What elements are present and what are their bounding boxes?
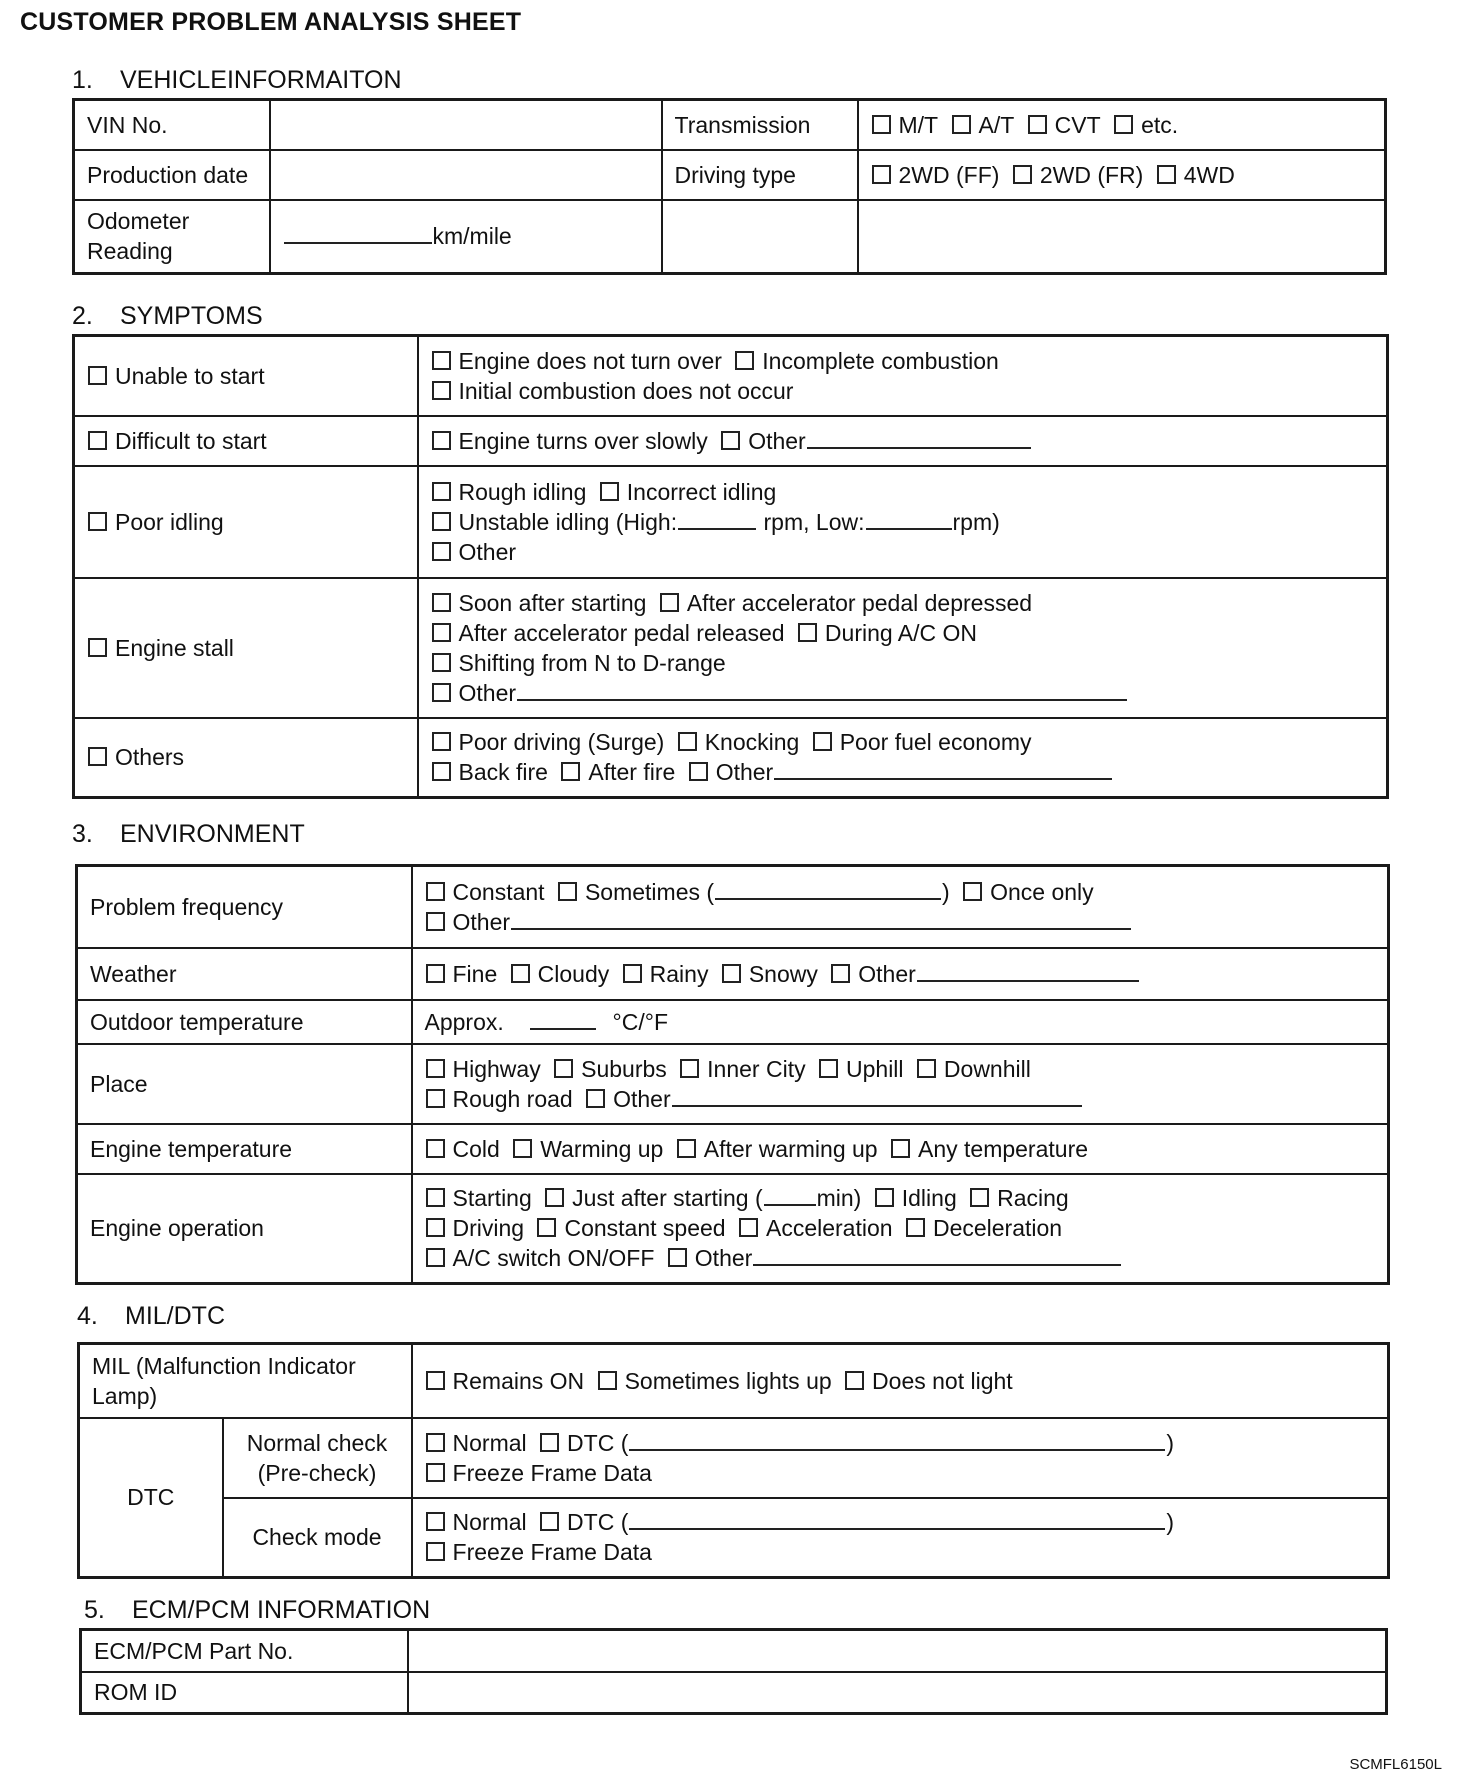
checkbox[interactable] xyxy=(426,1463,445,1482)
checkbox[interactable] xyxy=(722,964,741,983)
option-label: Driving xyxy=(452,1215,525,1242)
symptom-label: Poor idling xyxy=(115,508,224,535)
other-blank[interactable] xyxy=(774,758,1112,780)
option-label: Rainy xyxy=(649,960,709,987)
section-label: SYMPTOMS xyxy=(120,302,263,330)
sometimes-blank[interactable] xyxy=(715,878,941,900)
option-label: A/C switch ON/OFF xyxy=(452,1245,655,1272)
symptom-label: Others xyxy=(115,744,185,771)
checkbox[interactable] xyxy=(721,431,740,450)
normal-check-label xyxy=(223,1418,412,1498)
symptom-label: Engine stall xyxy=(115,634,234,661)
other-blank[interactable] xyxy=(511,908,1131,930)
option-label: Uphill xyxy=(846,1055,904,1082)
symptom-others xyxy=(74,718,418,798)
symptom-details xyxy=(418,578,1388,718)
option-label: DTC ( xyxy=(567,1429,629,1456)
section-heading-ecm-pcm xyxy=(84,1596,430,1625)
checkbox[interactable] xyxy=(963,882,982,901)
vin-field[interactable] xyxy=(270,100,662,150)
symptom-difficult-to-start xyxy=(74,416,418,466)
checkbox[interactable] xyxy=(426,1371,445,1390)
symptom-details xyxy=(418,466,1388,578)
option-label: During A/C ON xyxy=(824,619,978,646)
vin-label: VIN No. xyxy=(74,100,270,150)
other-blank[interactable] xyxy=(807,427,1031,449)
weather-label: Weather xyxy=(77,948,412,1000)
checkbox[interactable] xyxy=(426,912,445,931)
checkbox[interactable] xyxy=(426,1059,445,1078)
checkbox[interactable] xyxy=(537,1218,556,1237)
approx-label: Approx. xyxy=(424,1008,504,1035)
symptoms-table xyxy=(72,334,1389,799)
empty-cell xyxy=(858,200,1386,274)
checkbox[interactable] xyxy=(432,593,451,612)
rpm-high-blank[interactable] xyxy=(678,508,756,530)
checkbox[interactable] xyxy=(426,882,445,901)
checkbox[interactable] xyxy=(513,1139,532,1158)
checkbox[interactable] xyxy=(970,1188,989,1207)
temperature-unit: °C/°F xyxy=(612,1008,668,1035)
checkbox-etc[interactable] xyxy=(1114,115,1133,134)
checkbox-others[interactable] xyxy=(88,747,107,766)
checkbox[interactable] xyxy=(680,1059,699,1078)
option-label: After fire xyxy=(588,759,676,786)
option-label: Freeze Frame Data xyxy=(452,1539,652,1566)
normal-check-line-2: (Pre-check) xyxy=(257,1459,377,1486)
option-label: Rough idling xyxy=(458,478,587,505)
checkbox[interactable] xyxy=(432,762,451,781)
checkbox[interactable] xyxy=(798,623,817,642)
dtc-blank[interactable] xyxy=(629,1508,1165,1530)
mil-label-line-2: Lamp) xyxy=(92,1382,158,1409)
checkbox[interactable] xyxy=(432,512,451,531)
option-label: DTC ( xyxy=(567,1509,629,1536)
option-label: Incorrect idling xyxy=(626,478,777,505)
section-label: MIL/DTC xyxy=(125,1302,225,1330)
option-label: M/T xyxy=(898,111,939,138)
option-label: Idling xyxy=(901,1185,957,1212)
checkbox-difficult-to-start[interactable] xyxy=(88,431,107,450)
other-blank[interactable] xyxy=(753,1244,1121,1266)
vehicle-information-table xyxy=(72,98,1387,275)
mil-label-line-1: MIL (Malfunction Indicator xyxy=(92,1352,356,1379)
production-date-label: Production date xyxy=(74,150,270,200)
checkbox[interactable] xyxy=(623,964,642,983)
option-label: Back fire xyxy=(458,759,548,786)
engine-temperature-label: Engine temperature xyxy=(77,1124,412,1174)
ecm-part-no-label: ECM/PCM Part No. xyxy=(81,1630,408,1672)
place-label: Place xyxy=(77,1044,412,1124)
option-label: Any temperature xyxy=(917,1135,1089,1162)
option-label: A/T xyxy=(978,111,1015,138)
environment-table xyxy=(75,864,1390,1285)
checkbox[interactable] xyxy=(735,351,754,370)
odometer-unit: km/mile xyxy=(432,223,512,250)
dtc-label: DTC xyxy=(79,1418,223,1578)
option-label: 2WD (FF) xyxy=(898,161,1000,188)
checkbox[interactable] xyxy=(426,1512,445,1531)
option-label: Engine turns over slowly xyxy=(458,427,708,454)
rpm-low-blank[interactable] xyxy=(866,508,952,530)
check-mode-label: Check mode xyxy=(223,1498,412,1578)
checkbox[interactable] xyxy=(554,1059,573,1078)
option-label: Other xyxy=(715,759,774,786)
symptom-poor-idling xyxy=(74,466,418,578)
checkbox[interactable] xyxy=(586,1089,605,1108)
other-blank[interactable] xyxy=(517,679,1127,701)
normal-check-options xyxy=(412,1418,1389,1498)
option-label: Does not light xyxy=(872,1367,1013,1394)
outdoor-temperature-label: Outdoor temperature xyxy=(77,1000,412,1044)
option-label: Suburbs xyxy=(581,1055,667,1082)
section-number: 2. xyxy=(72,302,93,330)
option-label: Just after starting ( xyxy=(572,1185,763,1212)
checkbox[interactable] xyxy=(545,1188,564,1207)
checkbox[interactable] xyxy=(600,482,619,501)
checkbox[interactable] xyxy=(558,882,577,901)
option-label: Acceleration xyxy=(765,1215,893,1242)
empty-cell xyxy=(662,200,858,274)
option-label: Other xyxy=(694,1245,753,1272)
symptom-label: Unable to start xyxy=(115,362,265,389)
option-label: Soon after starting xyxy=(458,589,647,616)
odometer-line-1: Odometer xyxy=(87,208,190,235)
option-label: Deceleration xyxy=(932,1215,1063,1242)
symptom-engine-stall xyxy=(74,578,418,718)
checkbox[interactable] xyxy=(813,732,832,751)
symptom-details xyxy=(418,336,1388,416)
option-label: ) xyxy=(1166,1429,1175,1456)
checkbox[interactable] xyxy=(432,381,451,400)
section-label: ENVIRONMENT xyxy=(120,820,305,848)
option-label: Freeze Frame Data xyxy=(452,1459,652,1486)
option-label: Normal xyxy=(452,1509,527,1536)
outdoor-temperature-value xyxy=(412,1000,1389,1044)
checkbox[interactable] xyxy=(426,1139,445,1158)
checkbox[interactable] xyxy=(831,964,850,983)
option-label: Initial combustion does not occur xyxy=(458,377,794,404)
checkbox-cvt[interactable] xyxy=(1028,115,1047,134)
checkbox-poor-idling[interactable] xyxy=(88,512,107,531)
option-label: Inner City xyxy=(707,1055,806,1082)
option-label: Sometimes ( xyxy=(584,878,715,905)
odometer-line-2: Reading xyxy=(87,238,173,265)
checkbox[interactable] xyxy=(668,1248,687,1267)
checkbox[interactable] xyxy=(875,1188,894,1207)
figure-code: SCMFL6150L xyxy=(1349,1756,1442,1773)
odometer-field[interactable] xyxy=(270,200,662,274)
checkbox[interactable] xyxy=(678,732,697,751)
checkbox[interactable] xyxy=(891,1139,910,1158)
section-number: 3. xyxy=(72,820,93,848)
mil-label xyxy=(79,1344,412,1418)
symptom-details xyxy=(418,718,1388,798)
checkbox[interactable] xyxy=(426,1218,445,1237)
checkbox[interactable] xyxy=(432,351,451,370)
option-label: 4WD xyxy=(1183,161,1235,188)
checkbox[interactable] xyxy=(426,964,445,983)
option-label: Other xyxy=(458,538,517,565)
option-label: rpm) xyxy=(952,508,1000,535)
mil-dtc-table xyxy=(77,1342,1390,1579)
option-label: Poor fuel economy xyxy=(839,729,1032,756)
option-label: Other xyxy=(858,960,916,987)
checkbox[interactable] xyxy=(677,1139,696,1158)
section-heading-mil-dtc xyxy=(77,1302,225,1331)
option-label: Other xyxy=(452,908,511,935)
transmission-options xyxy=(858,100,1386,150)
checkbox[interactable] xyxy=(598,1371,617,1390)
other-blank[interactable] xyxy=(917,960,1139,982)
checkbox[interactable] xyxy=(426,1542,445,1561)
option-label: Highway xyxy=(452,1055,541,1082)
option-label: Downhill xyxy=(943,1055,1031,1082)
section-label: VEHICLEINFORMAITON xyxy=(120,66,402,94)
checkbox[interactable] xyxy=(426,1433,445,1452)
option-label: After accelerator pedal released xyxy=(458,619,785,646)
option-label: Cloudy xyxy=(537,960,610,987)
checkbox[interactable] xyxy=(432,623,451,642)
ecm-pcm-table xyxy=(79,1628,1388,1715)
problem-frequency-label: Problem frequency xyxy=(77,866,412,948)
option-label: Remains ON xyxy=(452,1367,585,1394)
checkbox-engine-stall[interactable] xyxy=(88,638,107,657)
checkbox[interactable] xyxy=(540,1512,559,1531)
option-label: 2WD (FR) xyxy=(1039,161,1144,188)
symptom-details xyxy=(418,416,1388,466)
checkbox[interactable] xyxy=(660,593,679,612)
option-label: Other xyxy=(748,427,806,454)
checkbox[interactable] xyxy=(906,1218,925,1237)
weather-options xyxy=(412,948,1389,1000)
option-label: Normal xyxy=(452,1429,527,1456)
option-label: Constant speed xyxy=(564,1215,726,1242)
option-label: Warming up xyxy=(540,1135,664,1162)
option-label: Snowy xyxy=(748,960,818,987)
dtc-blank[interactable] xyxy=(629,1429,1165,1451)
option-label: Racing xyxy=(997,1185,1069,1212)
option-label: min) xyxy=(816,1185,862,1212)
place-options xyxy=(412,1044,1389,1124)
checkbox[interactable] xyxy=(432,683,451,702)
option-label: Unstable idling (High: xyxy=(458,508,678,535)
checkbox-4wd[interactable] xyxy=(1157,165,1176,184)
checkbox[interactable] xyxy=(426,1089,445,1108)
engine-operation-label: Engine operation xyxy=(77,1174,412,1284)
checkbox[interactable] xyxy=(426,1188,445,1207)
driving-type-label: Driving type xyxy=(662,150,858,200)
minutes-blank[interactable] xyxy=(764,1184,816,1206)
symptom-unable-to-start xyxy=(74,336,418,416)
normal-check-line-1: Normal check xyxy=(246,1429,388,1456)
symptom-label: Difficult to start xyxy=(115,427,267,454)
temperature-blank[interactable] xyxy=(530,1008,596,1030)
checkbox[interactable] xyxy=(845,1371,864,1390)
option-label: CVT xyxy=(1054,111,1101,138)
option-label: Cold xyxy=(452,1135,500,1162)
transmission-label: Transmission xyxy=(662,100,858,150)
section-label: ECM/PCM INFORMATION xyxy=(132,1596,431,1624)
option-label: Incomplete combustion xyxy=(762,347,999,374)
option-label: Engine does not turn over xyxy=(458,347,722,374)
checkbox[interactable] xyxy=(689,762,708,781)
problem-frequency-options xyxy=(412,866,1389,948)
section-heading-vehicle xyxy=(72,66,402,95)
driving-type-options xyxy=(858,150,1386,200)
mil-options xyxy=(412,1344,1389,1418)
checkbox[interactable] xyxy=(432,732,451,751)
engine-operation-options xyxy=(412,1174,1389,1284)
option-label: Poor driving (Surge) xyxy=(458,729,665,756)
sheet-title: CUSTOMER PROBLEM ANALYSIS SHEET xyxy=(20,8,522,36)
odometer-label xyxy=(74,200,270,274)
option-label: Starting xyxy=(452,1185,532,1212)
rom-id-label: ROM ID xyxy=(81,1672,408,1714)
odometer-blank[interactable] xyxy=(284,222,432,244)
checkbox[interactable] xyxy=(819,1059,838,1078)
section-number: 4. xyxy=(77,1302,98,1330)
checkbox[interactable] xyxy=(511,964,530,983)
section-heading-symptoms xyxy=(72,302,263,331)
checkbox[interactable] xyxy=(432,482,451,501)
checkbox-at[interactable] xyxy=(952,115,971,134)
option-label: Fine xyxy=(452,960,498,987)
engine-temperature-options xyxy=(412,1124,1389,1174)
checkbox[interactable] xyxy=(561,762,580,781)
section-number: 1. xyxy=(72,66,93,94)
option-label: Once only xyxy=(990,878,1094,905)
option-label: etc. xyxy=(1141,111,1179,138)
other-blank[interactable] xyxy=(672,1085,1082,1107)
section-number: 5. xyxy=(84,1596,105,1624)
option-label: ) xyxy=(1166,1509,1175,1536)
option-label: Other xyxy=(458,679,517,706)
checkbox-2wd-ff[interactable] xyxy=(872,165,891,184)
option-label: After warming up xyxy=(703,1135,878,1162)
production-date-field[interactable] xyxy=(270,150,662,200)
checkbox[interactable] xyxy=(426,1248,445,1267)
checkbox-mt[interactable] xyxy=(872,115,891,134)
checkbox[interactable] xyxy=(432,542,451,561)
ecm-part-no-field[interactable] xyxy=(408,1630,1387,1672)
check-mode-options xyxy=(412,1498,1389,1578)
option-label: Knocking xyxy=(704,729,800,756)
option-label: ) xyxy=(942,878,950,905)
option-label: After accelerator pedal depressed xyxy=(686,589,1033,616)
section-heading-environment xyxy=(72,820,305,849)
option-label: Sometimes lights up xyxy=(624,1367,832,1394)
checkbox-unable-to-start[interactable] xyxy=(88,366,107,385)
option-label: Shifting from N to D-range xyxy=(458,649,726,676)
option-label: rpm, Low: xyxy=(763,508,865,535)
option-label: Constant xyxy=(452,878,545,905)
checkbox-2wd-fr[interactable] xyxy=(1013,165,1032,184)
checkbox[interactable] xyxy=(540,1433,559,1452)
rom-id-field[interactable] xyxy=(408,1672,1387,1714)
checkbox[interactable] xyxy=(739,1218,758,1237)
checkbox[interactable] xyxy=(432,431,451,450)
checkbox[interactable] xyxy=(917,1059,936,1078)
checkbox[interactable] xyxy=(432,653,451,672)
option-label: Other xyxy=(613,1085,671,1112)
option-label: Rough road xyxy=(452,1085,573,1112)
